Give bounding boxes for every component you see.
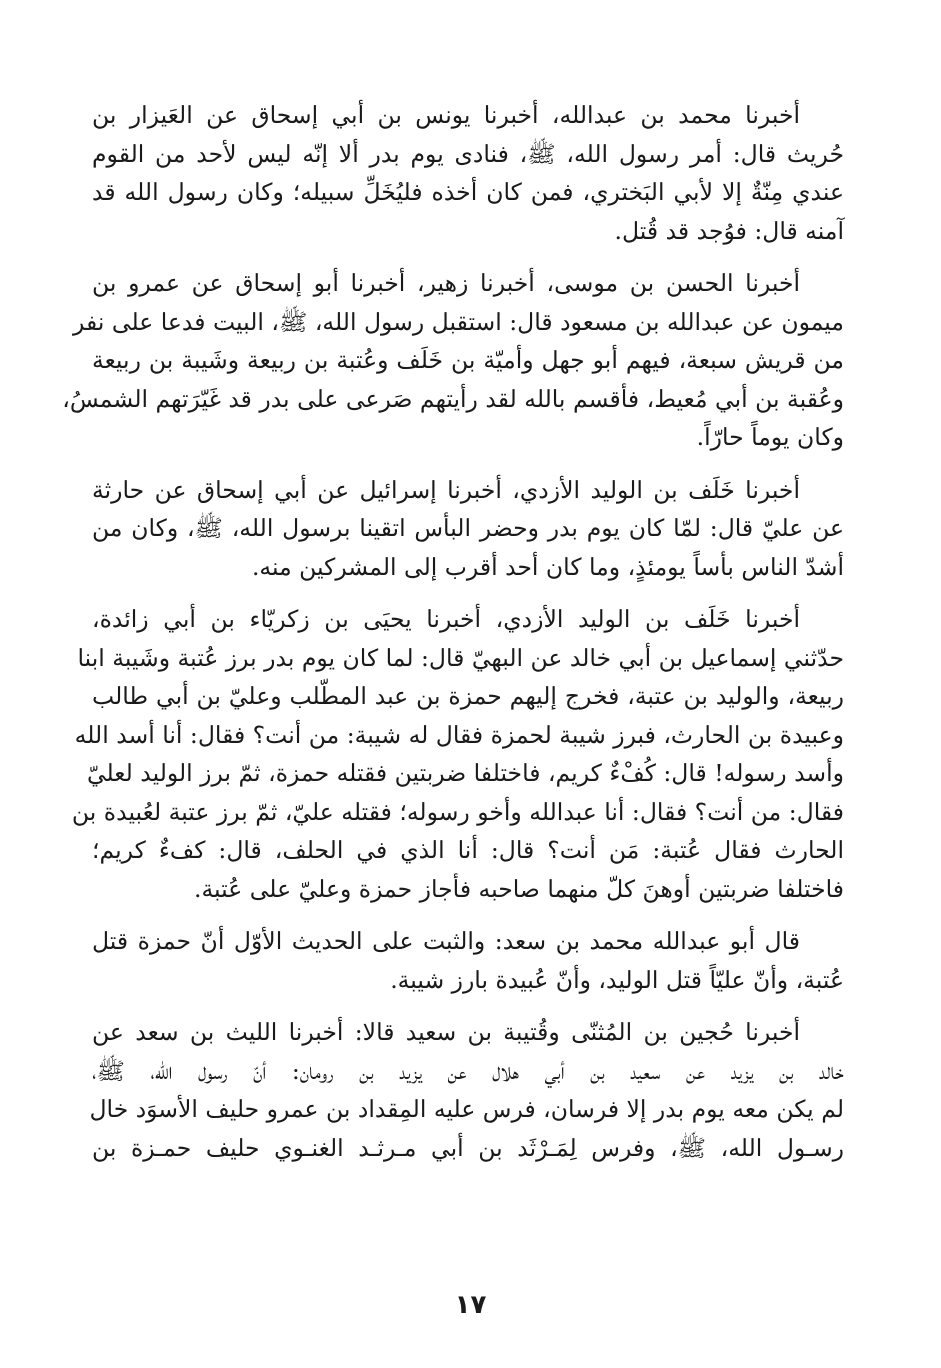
text-line: ميمون عن عبدالله بن مسعود قال: استقبل رسول الله، ﷺ، البيت فدعا على نفر (73, 307, 844, 336)
text-line: أشدّ الناس بأساً يومئذٍ، وما كان أحد أقرب إلى المشركين منه. (251, 552, 844, 581)
paragraph (92, 471, 844, 587)
text-line: خالد بن يزيد عن سعيد بن أبي هلال عن يزيد بن رومان: أنّ رسول الله، ﷺ، (92, 1056, 844, 1085)
text-line: قال أبو عبدالله محمد بن سعد: والثبت على الحديث الأوّل أنّ حمزة قتل (92, 927, 800, 955)
text-line: عن عليّ قال: لمّا كان يوم بدر وحضر البأس اتقينا برسول الله، ﷺ، وكان من (92, 514, 844, 542)
paragraph (71, 600, 844, 908)
text-line: حدّثني إسماعيل بن أبي خالد عن البهيّ قال: لما كان يوم بدر برز عُتبة وشَيبة ابنا (77, 643, 844, 672)
text-line: أخبرنا الحسن بن موسى، أخبرنا زهير، أخبرنا أبو إسحاق عن عمرو بن (92, 269, 800, 297)
text-line: حُريث قال: أمر رسول الله، ﷺ، فنادى يوم بدر ألا إنّه ليس لأحد من القوم (92, 139, 844, 168)
page-number: ١٧ (454, 1290, 487, 1320)
text-line: الحارث فقال عُتبة: مَن أنت؟ قال: أنا الذي في الحلف، قال: كفءٌ كريم؛ (92, 836, 844, 864)
body-text (62, 96, 844, 1181)
paragraph (92, 922, 844, 999)
text-line: فقال: من أنت؟ فقال: أنا عبدالله وأخو رسوله؛ فقتله عليّ، ثمّ برز عتبة لعُبيدة بن (71, 797, 844, 826)
text-line: لم يكن معه يوم بدر إلا فرسان، فرس عليه المِقداد بن عمرو حليف الأسوَد خال (89, 1095, 844, 1123)
text-line: فاختلفا ضربتين أوهنَ كلّ منهما صاحبه فأجاز حمزة وعليّ على عُتبة. (193, 874, 844, 903)
text-line: عُتبة، وأنّ عليّاً قتل الوليد، وأنّ عُبيدة بارز شيبة. (390, 965, 844, 994)
text-line: وعبيدة بن الحارث، فبرز شيبة لحمزة فقال له شيبة: من أنت؟ فقال: أنا أسد الله (74, 720, 844, 749)
text-line: أخبرنا خَلَف بن الوليد الأزدي، أخبرنا يحيَى بن زكريّاء بن أبي زائدة، (92, 605, 800, 633)
text-line: عندي مِنّةٌ إلا لأبي البَختري، فمن كان أخذه فليُخَلِّ سبيله؛ وكان رسول الله قد (92, 178, 844, 206)
text-line: رسـول الله، ﷺ، وفرس لِمَـرْثَد بن أبي مـرثـد الغنـوي حليف حمـزة بن (92, 1133, 844, 1162)
text-line: وكان يوماً حارّاً. (696, 423, 844, 451)
text-line: وعُقبة بن أبي مُعيط، فأقسم بالله لقد رأيتهم صَرعى على بدر قد غَيّرَتهم الشمسُ، (62, 384, 844, 413)
text-line: أخبرنا حُجين بن المُثنّى وقُتيبة بن سعيد قالا: أخبرنا الليث بن سعد عن (92, 1018, 800, 1046)
text-line: آمنه قال: فوُجد قد قُتل. (614, 216, 844, 245)
text-line: وأسد رسوله! قال: كُفْءٌ كريم، فاختلفا ضربتين فقتله حمزة، ثمّ برز الوليد لعليّ (86, 759, 844, 787)
text-line: أخبرنا خَلَف بن الوليد الأزدي، أخبرنا إسرائيل عن أبي إسحاق عن حارثة (92, 475, 800, 504)
paragraph (89, 1013, 844, 1167)
paragraph (92, 96, 844, 250)
text-line: ربيعة، والوليد بن عتبة، فخرج إليهم حمزة بن عبد المطّلب وعليّ بن أبي طالب (92, 682, 844, 710)
text-line: أخبرنا محمد بن عبدالله، أخبرنا يونس بن أبي إسحاق عن العَيزار بن (92, 101, 800, 129)
paragraph (62, 264, 844, 457)
text-line: من قريش سبعة، فيهم أبو جهل وأميّة بن خَلَف وعُتبة بن ربيعة وشَيبة بن ربيعة (92, 346, 844, 374)
